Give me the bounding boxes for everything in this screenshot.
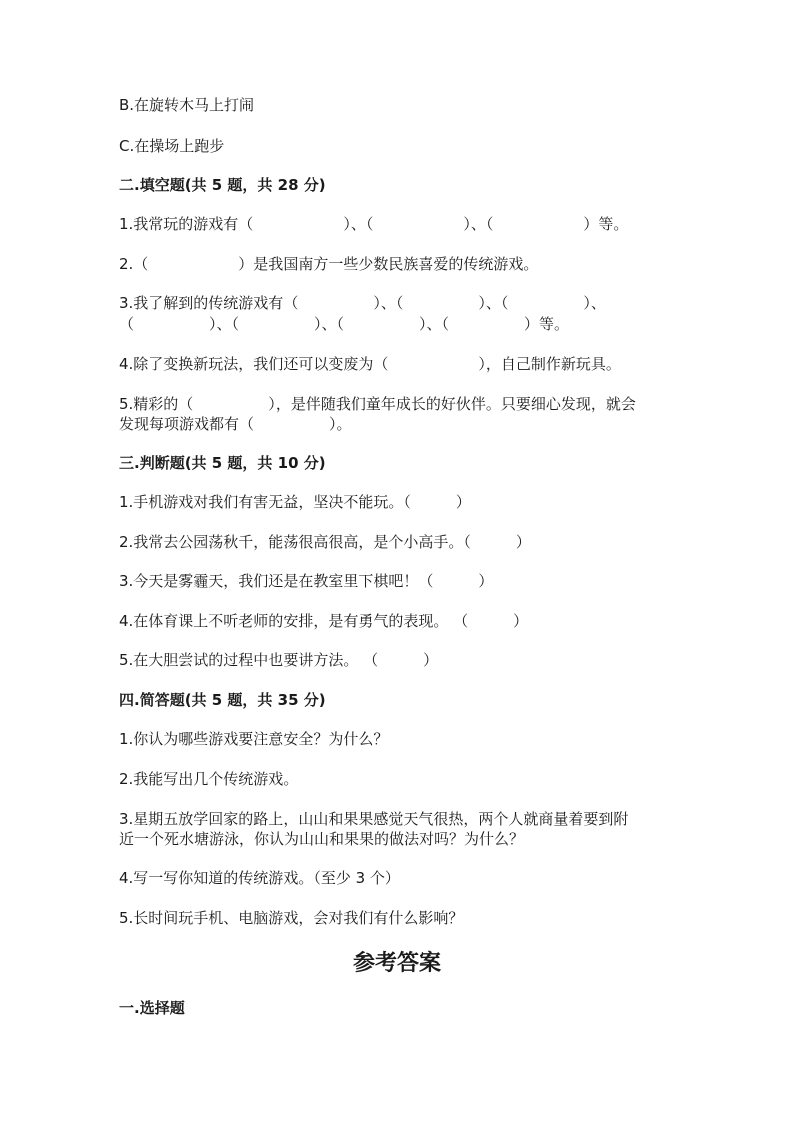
short-answer-question-2: 2.我能写出几个传统游戏。 <box>119 770 299 788</box>
short-answer-question-3-line-2: 近一个死水塘游泳，你认为山山和果果的做法对吗？为什么？ <box>119 830 525 848</box>
option-b: B.在旋转木马上打闹 <box>119 96 255 114</box>
true-false-question-3: 3.今天是雾霾天，我们还是在教室里下棋吧！（ ） <box>119 572 494 590</box>
fill-blank-heading: 二.填空题(共 5 题，共 28 分) <box>119 176 326 194</box>
true-false-question-2: 2.我常去公园荡秋千，能荡很高很高，是个小高手。（ ） <box>119 533 531 551</box>
short-answer-question-1: 1.你认为哪些游戏要注意安全？为什么？ <box>119 730 389 748</box>
fill-blank-question-3-line-1: 3.我了解到的传统游戏有（ ）、（ ）、（ ）、 <box>119 294 606 312</box>
short-answer-question-4: 4.写一写你知道的传统游戏。（至少 3 个） <box>119 869 400 887</box>
fill-blank-question-5-line-2: 发现每项游戏都有（ ）。 <box>119 415 352 433</box>
true-false-question-5: 5.在大胆尝试的过程中也要讲方法。 （ ） <box>119 651 439 669</box>
answer-key-title: 参考答案 <box>352 950 441 976</box>
fill-blank-question-1: 1.我常玩的游戏有（ ）、（ ）、（ ）等。 <box>119 215 629 233</box>
true-false-question-4: 4.在体育课上不听老师的安排，是有勇气的表现。 （ ） <box>119 612 529 630</box>
fill-blank-question-2: 2.（ ）是我国南方一些少数民族喜爱的传统游戏。 <box>119 255 539 273</box>
fill-blank-question-4: 4.除了变换新玩法，我们还可以变废为（ ），自己制作新玩具。 <box>119 355 621 373</box>
short-answer-question-5: 5.长时间玩手机、电脑游戏，会对我们有什么影响？ <box>119 909 464 927</box>
short-answer-heading: 四.简答题(共 5 题，共 35 分) <box>119 691 326 709</box>
option-c: C.在操场上跑步 <box>119 137 225 155</box>
fill-blank-question-5-line-1: 5.精彩的（ ），是伴随我们童年成长的好伙伴。只要细心发现，就会 <box>119 395 636 413</box>
answer-section-1-heading: 一.选择题 <box>119 999 185 1017</box>
true-false-heading: 三.判断题(共 5 题，共 10 分) <box>119 454 326 472</box>
short-answer-question-3-line-1: 3.星期五放学回家的路上，山山和果果感觉天气很热，两个人就商量着要到附 <box>119 810 629 828</box>
fill-blank-question-3-line-2: （ ）、（ ）、（ ）、（ ）等。 <box>119 315 570 333</box>
true-false-question-1: 1.手机游戏对我们有害无益，坚决不能玩。（ ） <box>119 493 471 511</box>
